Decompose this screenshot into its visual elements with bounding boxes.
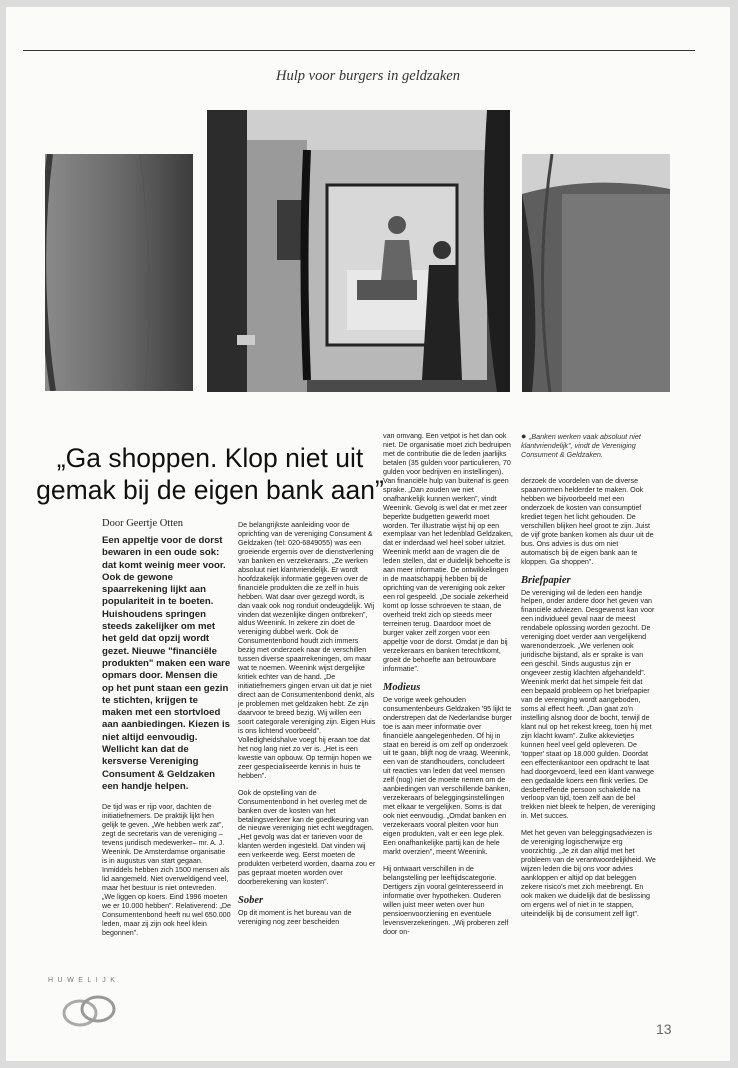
paragraph: De vereniging wil de leden een handje helpen, onder andere door het geven van financiële adviezen. Desgewenst kan voor een individueel geval naar de meest rendabele oplossing worden gezocht. De vereniging doet verder aan vergelijkend warenonderzoek. „We verlenen ook juridische bijstand, als er sprake is van een geschil. Sinds augustus zijn er ongeveer zestig klachten afgehandeld”. Weenink merkt dat het simpele feit dat een bepaald probleem op het briefpapier van de vereniging wordt aangeboden, soms al effect heeft. „Dan gaat zo'n instelling alsnog door de bocht, terwijl de klant nul op het rekest kreeg, toen hij met zijn klacht kwam”. Zulke akkevietjes kunnen heel veel geld opleveren. De 'topper' staat op 18.000 gulden. Doordat een effectenkantoor een opdracht te laat had doorgevoerd, leed een klant vanwege een gedaalde koers een flink verlies. De desbetreffende persoon schakelde na verloop van tijd, toen zelf aan de bel trekken niet bleek te helpen, de vereniging in. Met succes. (521, 588, 656, 821)
subhead-sober: Sober (238, 895, 264, 907)
paragraph: derzoek de voordelen van de diverse spaarvormen helderder te maken. Ook hebben we bijvoorbeeld met een onderzoek de kosten van consumptief krediet tegen het licht gehouden. De verschillen blijken heel groot te zijn. Juist de vijf grote banken komen als duur uit de bus. Ons advies is dus om niet automatisch bij de eigen bank aan te kloppen. Ga shoppen”. (521, 477, 654, 566)
article-column-3 (383, 432, 513, 945)
bullet-icon: ● (521, 431, 529, 441)
paragraph: De belangrijkste aanleiding voor de oprichting van de vereniging Consument & Geldzaken (tel: 020-6849055) was een groeiende ergernis over de dienstverlening van banken en verzekeraars. „Ze werken absoluut niet klantvriendelijk. Er wordt hoofdzakelijk informatie gegeven over de financiële produkten die ze zelf in huis hebben. Wat daar over gezegd wordt, is dan vaak ook nog ronduit ondeugdelijk. Wij vinden dat wezenlijke dingen ontbreken”, aldus Weenink. In zekere zin doet de vereniging dubbel werk. Ook de Consumentenbond houdt zich immers bezig met onderzoek naar de verschillen tussen diverse spaarrekeningen, om maar wat te noemen. Weenink wijst dergelijke kritiek echter van de hand. „De initiatiefnemers gingen ervan uit dat je niet direct aan de Consumentenbond denkt, als je problemen met geldzaken hebt. Ze zijn daarvoor te breed bezig. Wij willen een soort categorale vereniging zijn. Eigen Huis is ons lichtend voorbeeld”. Volledigheidshalve voegt hij eraan toe dat het nog lang niet zo ver is. „Het is een kwestie van opbouw. Op termijn hopen we zeer gespecialiseerde kennis in huis te hebben”. (238, 521, 376, 780)
photo-right-corridor (522, 154, 670, 392)
photo-left-wall (45, 154, 193, 391)
section-title: Hulp voor burgers in geldzaken (276, 68, 460, 84)
wedding-rings-icon (58, 989, 122, 1031)
pull-quote (521, 432, 656, 459)
article-column-1 (102, 520, 231, 945)
footer-label: HUWELIJK (48, 977, 120, 984)
paragraph: Op dit moment is het bureau van de vereniging nog zeer bescheiden (238, 909, 352, 927)
paragraph: Hij ontwaart verschillen in de belangstelling per leeftijdscategorie. Dertigers zijn vooral geïnteresseerd in informatie over hypotheken. Ouderen willen juist meer weten over hun pensioenvoorziening en eventuele levensverzekeringen. „Wij proberen zelf door on- (383, 864, 509, 936)
paragraph: De vorige week gehouden consumentenbeurs Geldzaken '95 lijkt te onderstrepen dat de Nederlandse burger toe is aan meer informatie over financiële aangelegenheden. Of hij in staat en bereid is om zelf op onderzoek uit te gaan, blijft nog de vraag. Weenink, een van de standhouders, concludeert uit reacties van leden dat veel mensen zelf (nog) niet de moeite nemen om de aanbiedingen van verschillende banken, verzekeraars of beleggingsinstellingen met elkaar te vergelijken. Soms is dat ook niet eenvoudig. „Omdat banken en verzekeraars vooral pleiten voor hun eigen produkten, valt er een lege plek. Een onafhankelijke partij kan de hele markt overzien”, meent Weenink. (383, 695, 513, 856)
article-column-4 (521, 432, 656, 927)
pull-quote-text: „Banken werken vaak absoluut niet klantvriendelijk”, vindt de Vereniging Consument & Geldzaken. (521, 432, 641, 459)
paragraph: Met het geven van beleggingsadviezen is de vereniging logischerwijze erg voorzichtig. „Je zit dan altijd met het probleem van de verantwoordelijkheid. We wijzen leden die bij ons voor advies aankloppen er altijd op dat beleggen zekere risico's met zich meebrengt. En ook maken we duidelijk dat de beslissing om ergens wel of niet in te stappen, uiteindelijk bij de consument zelf ligt”. (521, 829, 656, 918)
paragraph: van omvang. Een vetpot is het dan ook niet. De organisatie moet zich bedruipen met de contributie die de leden jaarlijks betalen (35 gulden voor particulieren, 70 gulden voor bedrijven en instellingen). Van financiële hulp van buitenaf is geen sprake. „Dan zouden we niet onafhankelijk kunnen werken”, vindt Weenink. Gevolg is wel dat er met zeer beperkte budgetten gewerkt moet worden. Ter illustratie wijst hij op een exemplaar van het ledenblad Geldzaken, dat er inderdaad wel heel sober uitziet. Weenink merkt aan de vragen die de leden stellen, dat er duidelijk behoefte is aan meer informatie. De ontwikkelingen in de maatschappij hebben bij de oprichting van de vereniging ook zeker een rol gespeeld. „De sociale zekerheid komt op losse schroeven te staan, de overheid trekt zich op steeds meer terreinen terug. Daardoor moet de burger vaker zelf zorgen voor een appeltje voor de dorst. Omdat je dan bij verzekeraars en banken terechtkomt, groeit de behoefte aan betrouwbare informatie”. (383, 432, 513, 673)
subhead-modieus: Modieus (383, 681, 421, 693)
paragraph: Ook de opstelling van de Consumentenbond in het overleg met de banken over de kosten van het betalingsverkeer kan de goedkeuring van de nieuwe vereniging niet echt wegdragen. „Het gevolg was dat er tarieven voor de klanten werden ingesteld. Dat vinden wij een verkeerde weg. Eerst moeten de produkten verbeterd worden, daarna zou er pas gepraat moeten worden over doorberekening van kosten”. (238, 788, 376, 887)
article-lead: Een appeltje voor de dorst bewaren in een oude sok: dat komt weinig meer voor. Ook de gewone spaarrekening lijkt aan populariteit in te boeten. Huishoudens springen steeds zakelijker om met het geld dat opzij wordt gezet. Nieuwe "financiële produkten" maken een ware opmars door. Mensen die op het punt staan een gezin te stichten, krijgen te maken met een stortvloed aan aanbiedingen. Kiezen is niet altijd eenvoudig. Wellicht kan dat de kersverse Vereniging Consument & Geldzaken een handje helpen. (102, 534, 231, 792)
photo-bank-counter (207, 110, 510, 392)
page-number: 13 (656, 1021, 672, 1037)
top-rule (23, 50, 695, 51)
paragraph: De tijd was er rijp voor, dachten de initiatiefnemers. De praktijk lijkt hen gelijk te geven. „We hebben werk zat”, zegt de secretaris van de vereniging –tevens juridisch medewerker– mr. A. J. Weenink. De Amsterdamse organisatie is in augustus van start gegaan. Inmiddels hebben zich 1500 mensen als lid aangemeld. Niet overweldigend veel, maar het bestuur is niet ontevreden. „We liggen op koers. Eind 1996 moeten we er 10.000 hebben”. Relativerend: „De Consumentenbond heeft nu wel 650.000 leden, maar zij zijn ook heel klein begonnen”. (102, 803, 232, 937)
magazine-page (6, 7, 730, 1061)
subhead-briefpapier: Briefpapier (521, 574, 571, 586)
article-headline: „Ga shoppen. Klop niet uit gemak bij de eigen bank aan” (36, 443, 384, 505)
article-column-2 (238, 521, 376, 935)
byline: Door Geertje Otten (102, 518, 184, 529)
